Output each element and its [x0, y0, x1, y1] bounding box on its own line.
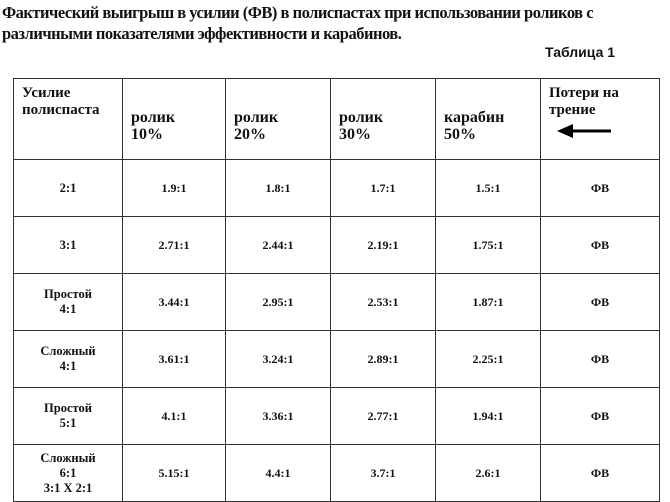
value-cell: 3.7:1	[331, 445, 436, 502]
value-cell: ФВ	[541, 160, 660, 217]
table-row	[14, 445, 660, 502]
title-line-1: Фактический выигрыш в усилии (ФВ) в полиспастах при использовании роликов с	[2, 3, 594, 22]
value-cell: 1.5:1	[436, 160, 541, 217]
value-cell: 2.95:1	[226, 274, 331, 331]
header-pulley-20-line-2: 20%	[234, 126, 266, 143]
header-friction-line-2: трение	[549, 102, 596, 118]
value-cell: 3.44:1	[123, 274, 226, 331]
row-label-cell	[14, 445, 123, 502]
value-cell: 1.87:1	[436, 274, 541, 331]
row-label-line: 3:1	[59, 237, 77, 252]
value-cell: ФВ	[541, 445, 660, 502]
value-cell: 4.1:1	[123, 388, 226, 445]
row-label-line: Простой	[44, 401, 92, 415]
table-row	[14, 388, 660, 445]
value-cell: 2.71:1	[123, 217, 226, 274]
header-row	[14, 79, 660, 160]
value-cell: 5.15:1	[123, 445, 226, 502]
header-friction-loss	[541, 79, 660, 160]
table-row	[14, 331, 660, 388]
header-pulley-10-line-1: ролик	[131, 109, 176, 126]
header-pulley-30	[331, 79, 436, 160]
document-title	[2, 2, 662, 44]
value-cell: 1.7:1	[331, 160, 436, 217]
value-cell: 4.4:1	[226, 445, 331, 502]
value-cell: 2.77:1	[331, 388, 436, 445]
value-cell: ФВ	[541, 331, 660, 388]
value-cell: 2.44:1	[226, 217, 331, 274]
row-label-line: 4:1	[59, 302, 77, 316]
header-friction-line-1: Потери на	[549, 85, 619, 101]
table-row	[14, 274, 660, 331]
row-label-line: 5:1	[59, 416, 77, 430]
header-force-line-1: Усилие	[22, 85, 71, 101]
header-carabiner-50-line-1: карабин	[444, 109, 505, 126]
row-label-line: 2:1	[59, 180, 77, 195]
row-label-line: 6:1	[59, 465, 77, 480]
value-cell: 1.8:1	[226, 160, 331, 217]
row-label-cell	[14, 388, 123, 445]
row-label-line: Простой	[44, 287, 92, 301]
row-label-cell	[14, 331, 123, 388]
value-cell: 3.61:1	[123, 331, 226, 388]
value-cell: ФВ	[541, 274, 660, 331]
row-label-cell	[14, 217, 123, 274]
value-cell: 1.9:1	[123, 160, 226, 217]
header-pulley-30-line-2: 30%	[339, 126, 371, 143]
header-force	[14, 79, 123, 160]
table-row	[14, 217, 660, 274]
title-line-2: различными показателями эффективности и карабинов.	[2, 24, 402, 43]
header-carabiner-50-line-2: 50%	[444, 126, 476, 143]
header-pulley-10-line-2: 10%	[131, 126, 163, 143]
value-cell: 2.6:1	[436, 445, 541, 502]
value-cell: 1.75:1	[436, 217, 541, 274]
value-cell: 1.94:1	[436, 388, 541, 445]
row-label-line: Сложный	[40, 450, 96, 465]
header-carabiner-50	[436, 79, 541, 160]
value-cell: 2.19:1	[331, 217, 436, 274]
row-label-line: 4:1	[59, 359, 77, 373]
row-label-cell	[14, 274, 123, 331]
value-cell: ФВ	[541, 388, 660, 445]
value-cell: 3.36:1	[226, 388, 331, 445]
value-cell: 2.25:1	[436, 331, 541, 388]
header-pulley-10	[123, 79, 226, 160]
value-cell: 2.89:1	[331, 331, 436, 388]
row-label-line: 3:1 X 2:1	[43, 480, 93, 495]
value-cell: ФВ	[541, 217, 660, 274]
table-label: Таблица 1	[545, 44, 616, 60]
value-cell: 2.53:1	[331, 274, 436, 331]
header-pulley-30-line-1: ролик	[339, 109, 384, 126]
header-force-line-2: полиспаста	[22, 102, 100, 118]
efficiency-table	[13, 78, 660, 502]
header-pulley-20-line-1: ролик	[234, 109, 279, 126]
row-label-cell	[14, 160, 123, 217]
header-pulley-20	[226, 79, 331, 160]
row-label-line: Сложный	[40, 344, 96, 358]
arrow-left-icon	[557, 124, 611, 138]
table-row	[14, 160, 660, 217]
value-cell: 3.24:1	[226, 331, 331, 388]
